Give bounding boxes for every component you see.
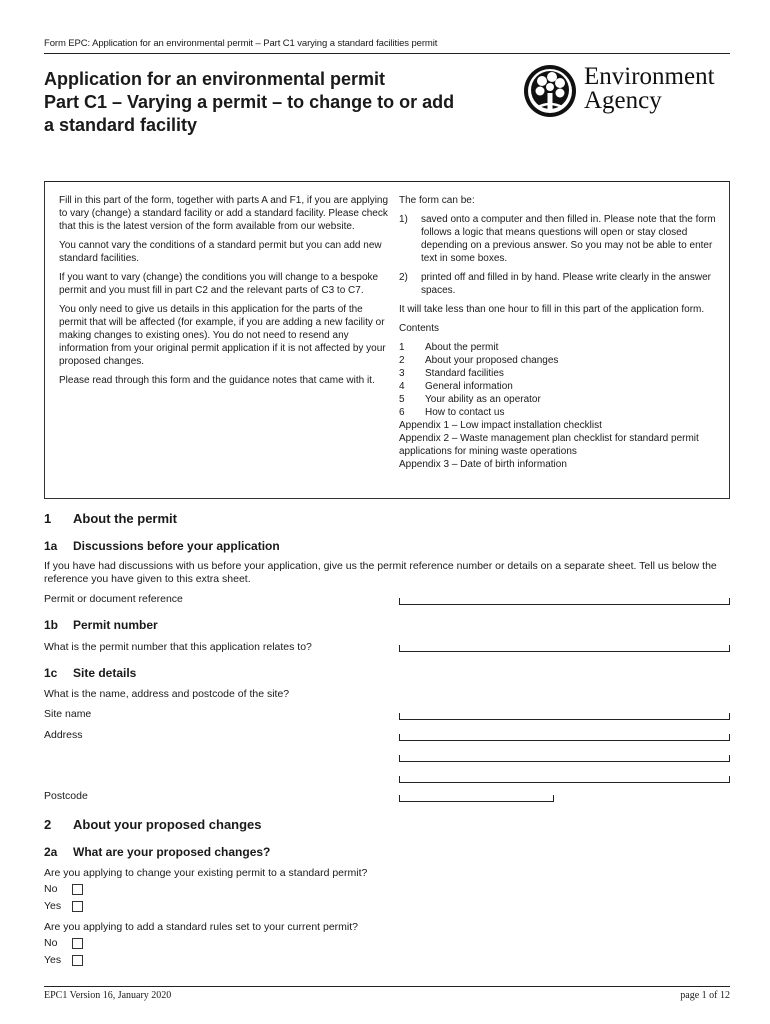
q1-no-option: [44, 883, 83, 895]
contents-label: General information: [425, 381, 513, 392]
address-label: Address: [44, 729, 83, 741]
subsection-number: 1c: [44, 666, 58, 680]
option-label: No: [44, 883, 58, 895]
section-1-heading: [44, 511, 177, 526]
contents-heading: Contents: [399, 323, 440, 334]
footer-rule: [44, 986, 730, 987]
contents-item[interactable]: [399, 393, 725, 406]
section-1c-heading: [44, 666, 136, 680]
q2-yes-option: [44, 954, 83, 966]
option-label: No: [44, 937, 58, 949]
contents-number: 6: [399, 407, 405, 418]
address-line-2-input[interactable]: [399, 755, 730, 762]
address-line-3-input[interactable]: [399, 776, 730, 783]
intro-paragraph: You cannot vary the conditions of a standard permit but you can add new standard facilities.: [59, 240, 382, 264]
section-1a-instructions: If you have had discussions with us before your application, give us the permit reference number or details on a separate sheet. Tell us below the reference you have given to this extra sheet.: [44, 560, 717, 585]
option-label: Yes: [44, 954, 62, 966]
subsection-number: 1a: [44, 539, 58, 553]
intro-paragraph: Fill in this part of the form, together with parts A and F1, if you are applying to vary (change) a standard facility or add a standard facility. Please check that this is the latest version of the form available from our website.: [59, 195, 389, 232]
subsection-number: 2a: [44, 845, 58, 859]
site-name-input[interactable]: [399, 713, 730, 720]
contents-number: 5: [399, 394, 405, 405]
form-option-item: [399, 213, 725, 265]
postcode-input[interactable]: [399, 795, 554, 802]
contents-label: About the permit: [425, 342, 499, 353]
subsection-title: Discussions before your application: [73, 539, 280, 553]
form-option-number: 1): [399, 214, 408, 225]
section-2-heading: [44, 817, 262, 832]
contents-label: About your proposed changes: [425, 355, 559, 366]
permit-number-question: What is the permit number that this application relates to?: [44, 641, 312, 653]
section-title: About your proposed changes: [73, 817, 262, 832]
section-number: 2: [44, 817, 52, 832]
address-line-1-input[interactable]: [399, 734, 730, 741]
contents-item[interactable]: [399, 406, 725, 419]
intro-right-column: [399, 194, 725, 471]
q2-no-option: [44, 937, 83, 949]
contents-label: Standard facilities: [425, 368, 504, 379]
q1-no-checkbox[interactable]: [72, 884, 83, 895]
form-header-line: Form EPC: Application for an environmental permit – Part C1 varying a standard facilities permit: [44, 38, 438, 49]
footer-version: EPC1 Version 16, January 2020: [44, 990, 172, 1001]
contents-item[interactable]: [399, 341, 725, 354]
title-line-1: Application for an environmental permit: [44, 69, 386, 89]
time-note: It will take less than one hour to fill in this part of the application form.: [399, 304, 705, 315]
tree-emblem-icon: [522, 63, 578, 119]
intro-paragraph: You only need to give us details in this application for the parts of the permit that will be affected (for example, if you are adding a new facility or making changes to existing ones). You do not need to resend any information from your original permit application if it is not affected by your proposed changes.: [59, 304, 386, 367]
intro-box: [44, 181, 730, 499]
logo-line-2: Agency: [584, 87, 662, 114]
form-option-text: saved onto a computer and then filled in. Please note that the form follows a logic that means questions will open or stay closed depending on a previous answer. So you may not be able to enter text in some boxes.: [421, 214, 716, 264]
logo-line-1: Environment: [584, 63, 715, 90]
header-rule: [44, 53, 730, 54]
contents-number: 4: [399, 381, 405, 392]
subsection-number: 1b: [44, 618, 59, 632]
permit-number-input[interactable]: [399, 645, 730, 652]
form-option-number: 2): [399, 272, 408, 283]
site-details-question: What is the name, address and postcode of the site?: [44, 688, 290, 700]
contents-item[interactable]: [399, 354, 725, 367]
permit-reference-input[interactable]: [399, 598, 730, 605]
contents-number: 2: [399, 355, 405, 366]
appendix-item[interactable]: Appendix 2 – Waste management plan checklist for standard permit applications for mining waste operations: [399, 433, 699, 457]
q1-yes-checkbox[interactable]: [72, 901, 83, 912]
permit-reference-label: Permit or document reference: [44, 593, 183, 605]
subsection-title: What are your proposed changes?: [73, 845, 271, 859]
add-standard-rules-question: Are you applying to add a standard rules set to your current permit?: [44, 921, 359, 933]
site-name-label: Site name: [44, 708, 92, 720]
change-to-standard-question: Are you applying to change your existing permit to a standard permit?: [44, 867, 368, 879]
q1-yes-option: [44, 900, 83, 912]
section-number: 1: [44, 511, 52, 526]
q2-yes-checkbox[interactable]: [72, 955, 83, 966]
page-title: [44, 68, 494, 137]
appendix-item[interactable]: Appendix 1 – Low impact installation checklist: [399, 420, 602, 431]
q2-no-checkbox[interactable]: [72, 938, 83, 949]
form-option-text: printed off and filled in by hand. Please write clearly in the answer spaces.: [421, 272, 711, 296]
option-label: Yes: [44, 900, 62, 912]
section-title: About the permit: [73, 511, 177, 526]
logo-wordmark: [584, 65, 715, 113]
contents-label: How to contact us: [425, 407, 505, 418]
section-1a-heading: [44, 539, 280, 553]
intro-paragraph: Please read through this form and the guidance notes that came with it.: [59, 375, 375, 386]
contents-list: [399, 341, 725, 471]
form-can-be-heading: The form can be:: [399, 195, 475, 206]
subsection-title: Permit number: [73, 618, 158, 632]
section-1b-heading: [44, 618, 158, 632]
intro-left-column: [59, 194, 389, 393]
section-2a-heading: [44, 845, 270, 859]
contents-item[interactable]: [399, 367, 725, 380]
title-line-2: Part C1 – Varying a permit – to change to or add: [44, 92, 455, 112]
contents-number: 1: [399, 342, 405, 353]
title-line-3: a standard facility: [44, 115, 198, 135]
environment-agency-logo: [522, 63, 732, 119]
contents-number: 3: [399, 368, 405, 379]
appendix-item[interactable]: Appendix 3 – Date of birth information: [399, 459, 567, 470]
form-option-item: [399, 271, 725, 297]
subsection-title: Site details: [73, 666, 137, 680]
postcode-label: Postcode: [44, 790, 88, 802]
intro-paragraph: If you want to vary (change) the conditions you will change to a bespoke permit and you must fill in part C2 and the relevant parts of C3 to C7.: [59, 272, 379, 296]
contents-item[interactable]: [399, 380, 725, 393]
footer-page-number: page 1 of 12: [680, 990, 730, 1001]
contents-label: Your ability as an operator: [425, 394, 541, 405]
